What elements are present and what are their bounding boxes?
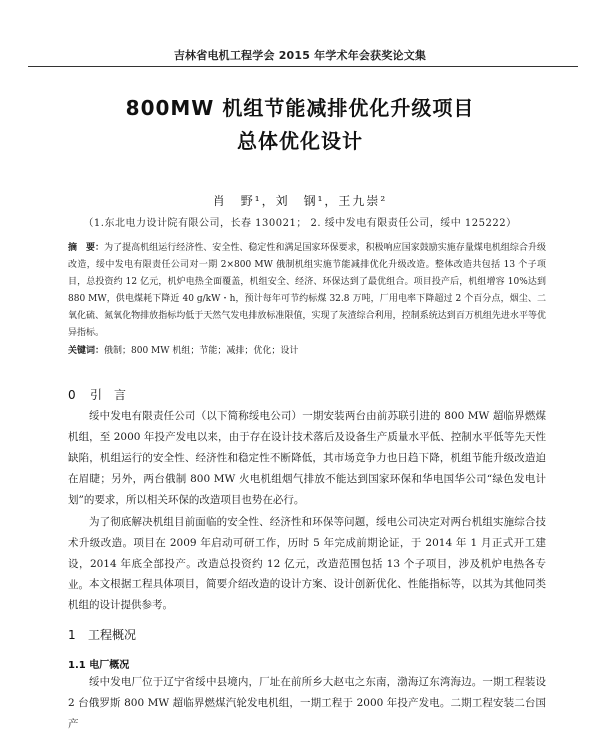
section-heading-intro [68, 386, 126, 403]
abstract-text: 为了提高机组运行经济性、安全性、稳定性和满足国家环保要求，积极响应国家鼓励实施存量煤电机组综合升级改造，绥中发电有限责任公司对一期 2×800 MW 俄制机组实施节能减排优化升级改造。整体改造共包括 13 个子项目，总投资约 12 亿元，机炉电热全面覆盖，机组安全、经济、环保达到了最优组合。项目投产后，机组增容 10%达到 880 MW，供电煤耗下降近 40 g/kW・h，预计每年可节约标煤 32.8 万吨，厂用电率下降超过 2 个百分点，烟尘、二氧化硫、氮氧化物排放指标均低于天然气发电排放标准限值，实现了灰渣综合利用，控制系统达到百万机组先进水平等优异指标。 [68, 243, 546, 338]
abstract [68, 240, 546, 342]
paper-title-line-1: 800MW 机组节能减排优化升级项目 [125, 96, 475, 120]
keywords-label: 关键词： [68, 346, 105, 356]
section-title: 工程概况 [88, 628, 137, 642]
keywords [68, 343, 546, 360]
header-rule [28, 66, 578, 67]
subsection-heading: 1.1 电厂概况 [68, 660, 130, 671]
section-number: 0 [68, 388, 76, 402]
paper-title-line-2: 总体优化设计 [237, 129, 363, 153]
intro-paragraph-2: 为了彻底解决机组目前面临的安全性、经济性和环保等问题，绥电公司决定对两台机组实施综合技术升级改造。项目在 2009 年启动可研工作，历时 5 年完成前期论证，于 2014 年 1 月正式开工建设，2014 年底全部投产。改造总投资约 12 亿元，改造范围包括 13 个子项目，涉及机炉电热各专业。 [68, 516, 546, 591]
intro-paragraph-1: 绥中发电有限责任公司（以下简称绥电公司）一期安装两台由前苏联引进的 800 MW 超临界燃煤机组，至 2000 年投产发电以来，由于存在设计技术落后及设备生产质量水平低、控制水平低等先天性缺陷，机组运行的安全性、经济性和稳定性不断降低，其市场竞争力也日趋下降，机组节能升级改造迫在眉睫；另外，两台俄制 800 MW 火电机组烟气排放不能达到国家环保和华电国华公司“绿色发电计划”的要求，所以相关环保的改造项目也势在必行。 [68, 410, 546, 506]
overview-paragraph-1: 绥中发电厂位于辽宁省绥中县境内，厂址在前所乡大赵屯之东南，渤海辽东湾海边。一期工程装设 2 台俄罗斯 800 MW 超临界燃煤汽轮发电机组，一期工程于 2000 年投产发电。二期工程安装二台国产 [68, 676, 546, 730]
intro-paragraph-3: 本文根据工程具体项目，简要介绍改造的设计方案、设计创新优化、性能指标等，以其为其他同类机组的设计提供参考。 [68, 578, 546, 611]
keywords-text: 俄制；800 MW 机组；节能；减排；优化；设计 [104, 346, 299, 356]
section-title: 引 言 [90, 388, 127, 402]
section-number: 1 [68, 628, 76, 642]
running-header: 吉林省电机工程学会 2015 年学术年会获奖论文集 [173, 49, 427, 62]
section-heading-overview [68, 626, 136, 643]
authors: 肖 野¹，刘 钢¹，王九崇² [212, 194, 388, 208]
affiliations: （1.东北电力设计院有限公司，长春 130021； 2. 绥中发电有限责任公司，绥中 125222） [83, 218, 517, 229]
abstract-label: 摘 要： [68, 243, 105, 253]
